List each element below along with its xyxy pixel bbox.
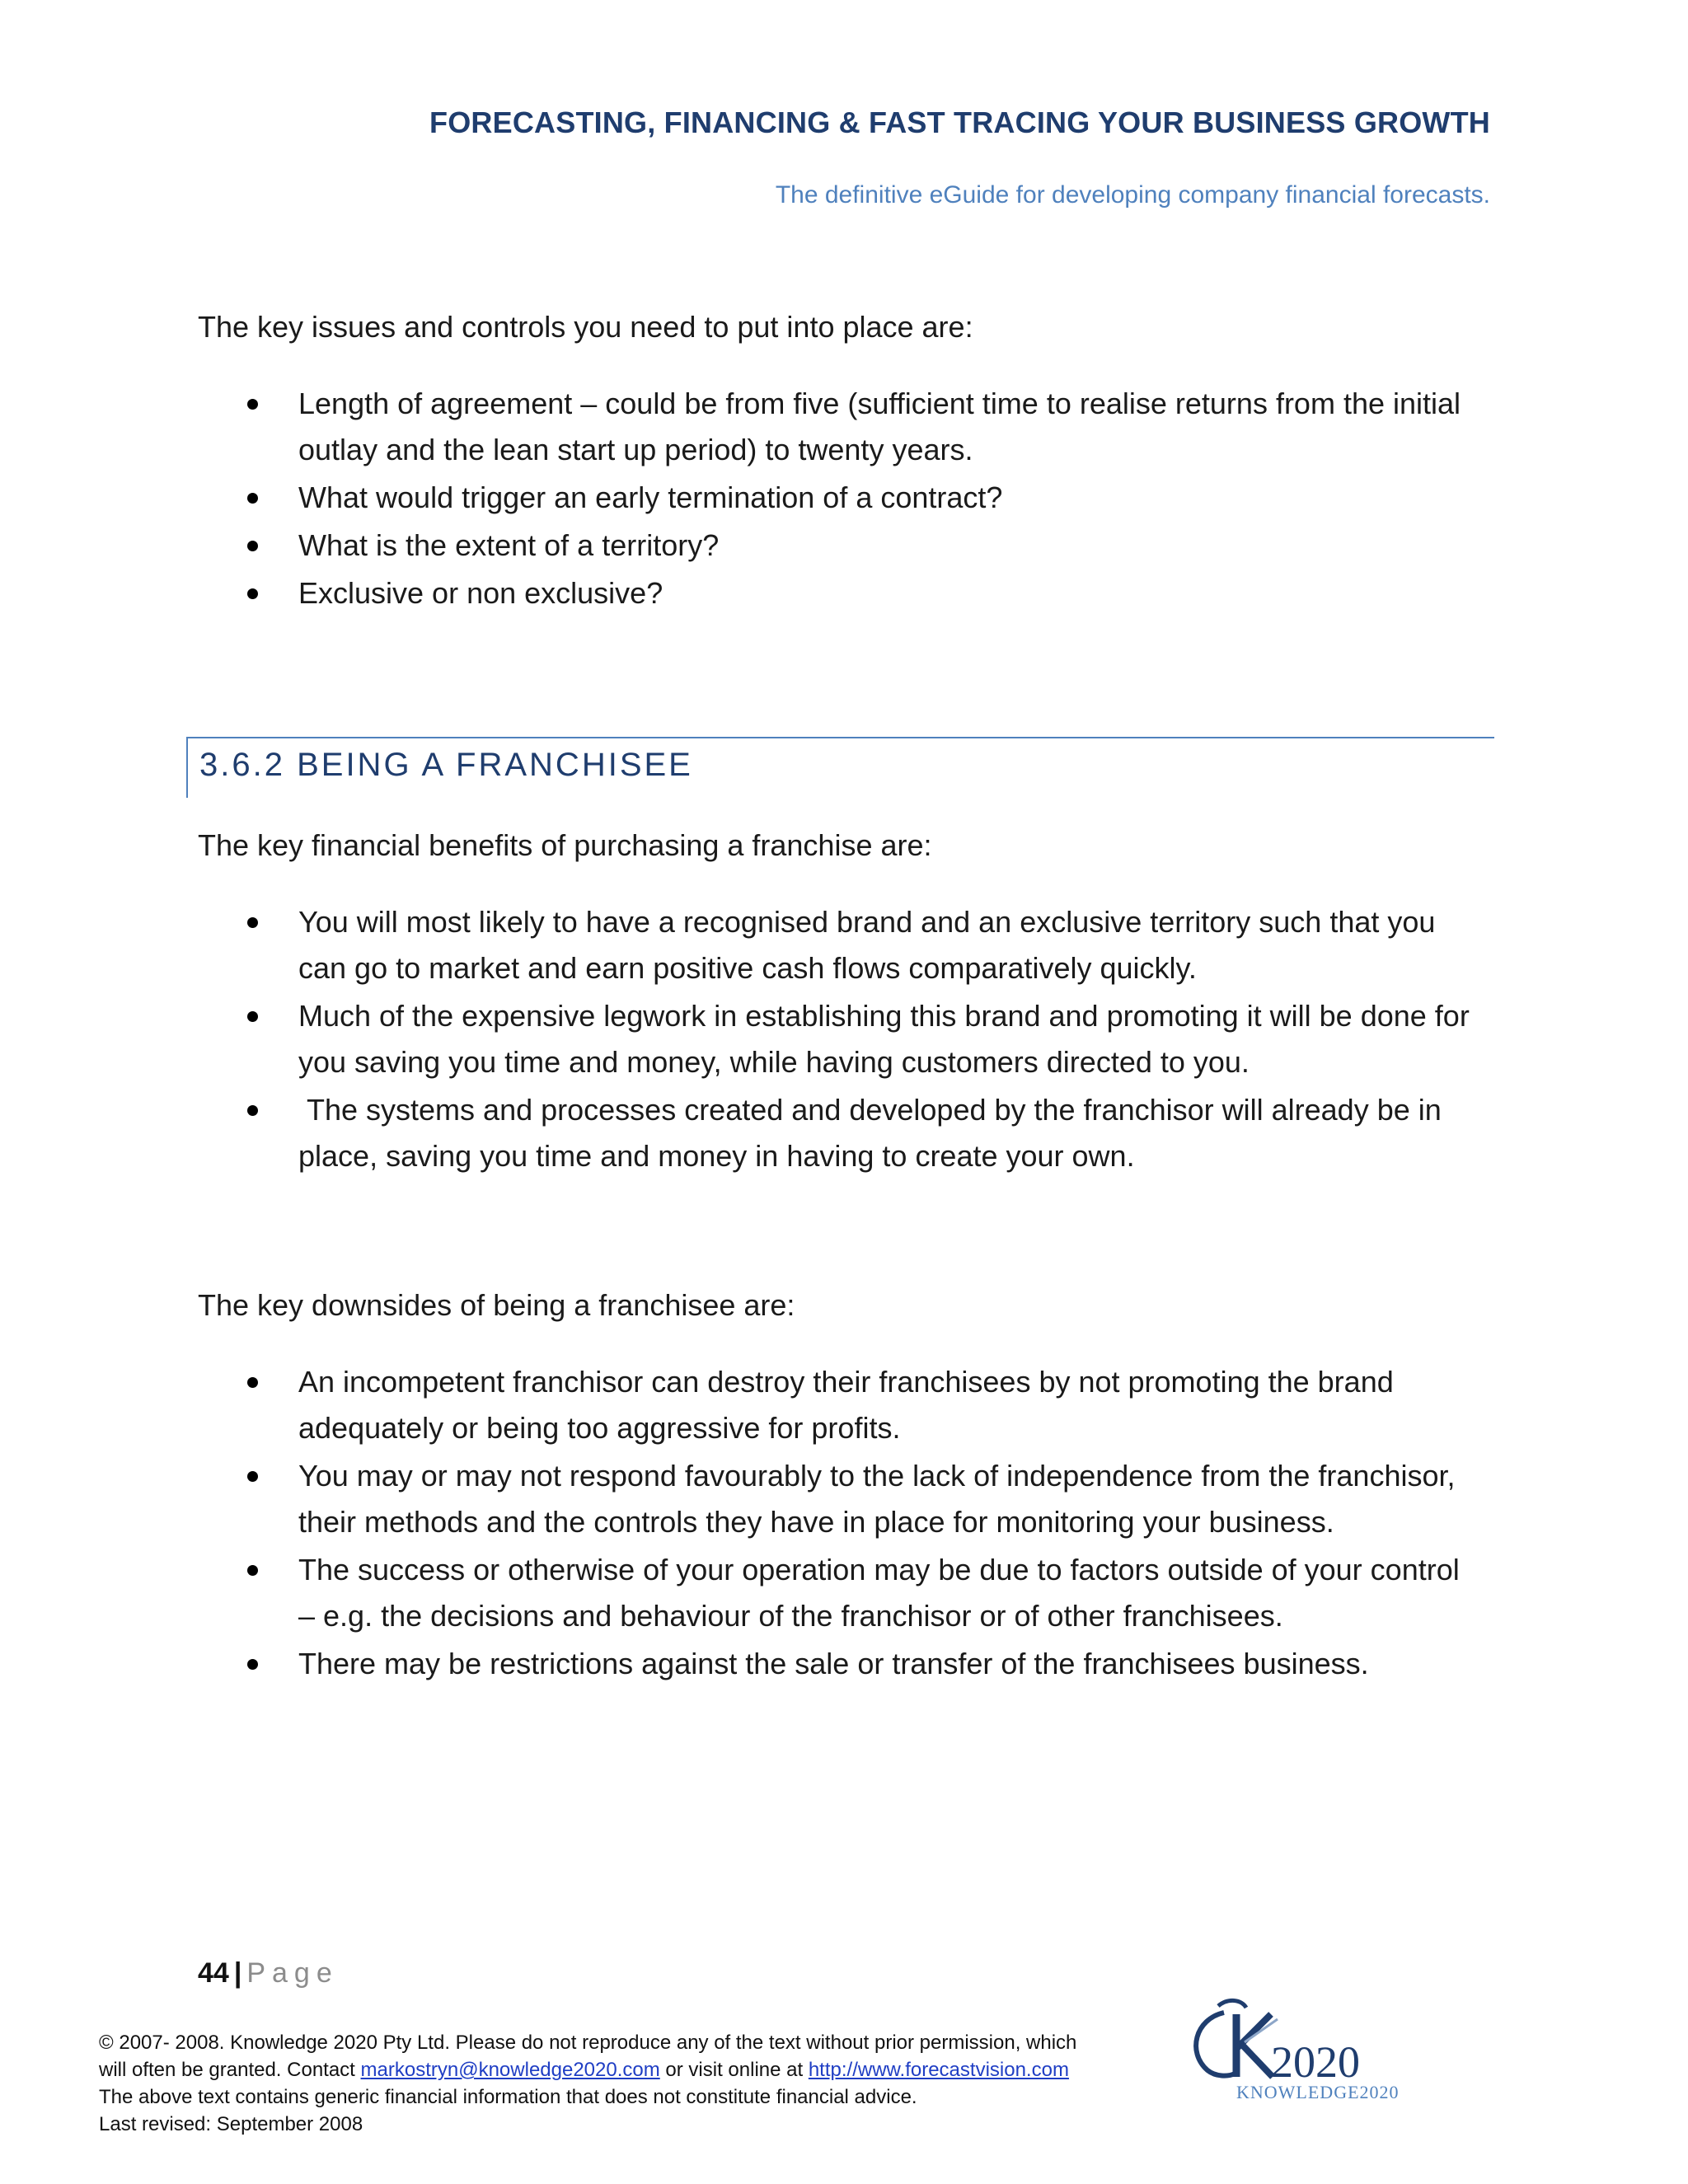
bullet-icon	[247, 1105, 258, 1116]
knowledge2020-logo	[1179, 1994, 1434, 2102]
bullet-icon	[247, 493, 258, 504]
list-item: The success or otherwise of your operation may be due to factors outside of your control – e.g. the decisions and behaviour of the franchisor or of other franchisees.	[198, 1547, 1492, 1639]
list-item: What is the extent of a territory?	[198, 523, 1492, 569]
controls-list	[198, 381, 1492, 618]
list-item: Length of agreement – could be from five (sufficient time to realise returns from the initial outlay and the lean start up period) to twenty years.	[198, 381, 1492, 473]
list-item: Much of the expensive legwork in establishing this brand and promoting it will be done for you saving you time and money, while having customers directed to you.	[198, 993, 1492, 1085]
document-subtitle: The definitive eGuide for developing company financial forecasts.	[775, 181, 1490, 209]
footer-disclaimer: The above text contains generic financial information that does not constitute financial advice.	[99, 2086, 917, 2108]
list-item: There may be restrictions against the sale or transfer of the franchisees business.	[198, 1641, 1492, 1687]
bullet-icon	[247, 1565, 258, 1576]
bullet-icon	[247, 1471, 258, 1482]
benefits-intro: The key financial benefits of purchasing a franchise are:	[198, 828, 932, 862]
benefits-list	[198, 899, 1492, 1181]
downsides-intro: The key downsides of being a franchisee are:	[198, 1288, 795, 1322]
section-heading-text: 3.6.2 BEING A FRANCHISEE	[199, 747, 693, 783]
list-item: An incompetent franchisor can destroy their franchisees by not promoting the brand adequately or being too aggressive for profits.	[198, 1359, 1492, 1451]
list-item: You may or may not respond favourably to the lack of independence from the franchisor, their methods and the controls they have in place for monitoring your business.	[198, 1453, 1492, 1545]
page-number-label: Page	[246, 1957, 339, 1989]
list-item: You will most likely to have a recognised brand and an exclusive territory such that you can go to market and earn positive cash flows comparatively quickly.	[198, 899, 1492, 991]
email-link[interactable]: markostryn@knowledge2020.com	[360, 2059, 660, 2081]
list-item: The systems and processes created and developed by the franchisor will already be in place, saving you time and money in having to create your own.	[198, 1087, 1492, 1179]
bullet-icon	[247, 399, 258, 410]
footer-contact-line: will often be granted. Contact markostryn@knowledge2020.com or visit online at http://www.forecastvision.com	[99, 2059, 1069, 2081]
page-number-separator: |	[233, 1957, 242, 1989]
footer-copyright: © 2007- 2008. Knowledge 2020 Pty Ltd. Please do not reproduce any of the text without prior permission, which	[99, 2032, 1077, 2054]
bullet-icon	[247, 1011, 258, 1022]
downsides-list	[198, 1359, 1492, 1689]
list-item: What would trigger an early termination of a contract?	[198, 475, 1492, 521]
k2020-logo-icon	[1179, 1994, 1434, 2102]
page-number	[198, 1957, 339, 1990]
logo-mark: 2020	[1271, 2037, 1360, 2087]
bullet-icon	[247, 588, 258, 599]
section-heading	[186, 737, 1494, 798]
document-title: FORECASTING, FINANCING & FAST TRACING YOUR BUSINESS GROWTH	[429, 105, 1490, 139]
footer	[99, 2029, 1170, 2138]
bullet-icon	[247, 541, 258, 551]
bullet-icon	[247, 917, 258, 928]
bullet-icon	[247, 1659, 258, 1670]
footer-revised: Last revised: September 2008	[99, 2113, 363, 2135]
page-number-value: 44	[198, 1957, 229, 1989]
list-item: Exclusive or non exclusive?	[198, 570, 1492, 616]
controls-intro: The key issues and controls you need to put into place are:	[198, 310, 973, 344]
bullet-icon	[247, 1377, 258, 1388]
website-link[interactable]: http://www.forecastvision.com	[808, 2059, 1069, 2081]
logo-wordmark: KNOWLEDGE2020	[1236, 2082, 1400, 2102]
